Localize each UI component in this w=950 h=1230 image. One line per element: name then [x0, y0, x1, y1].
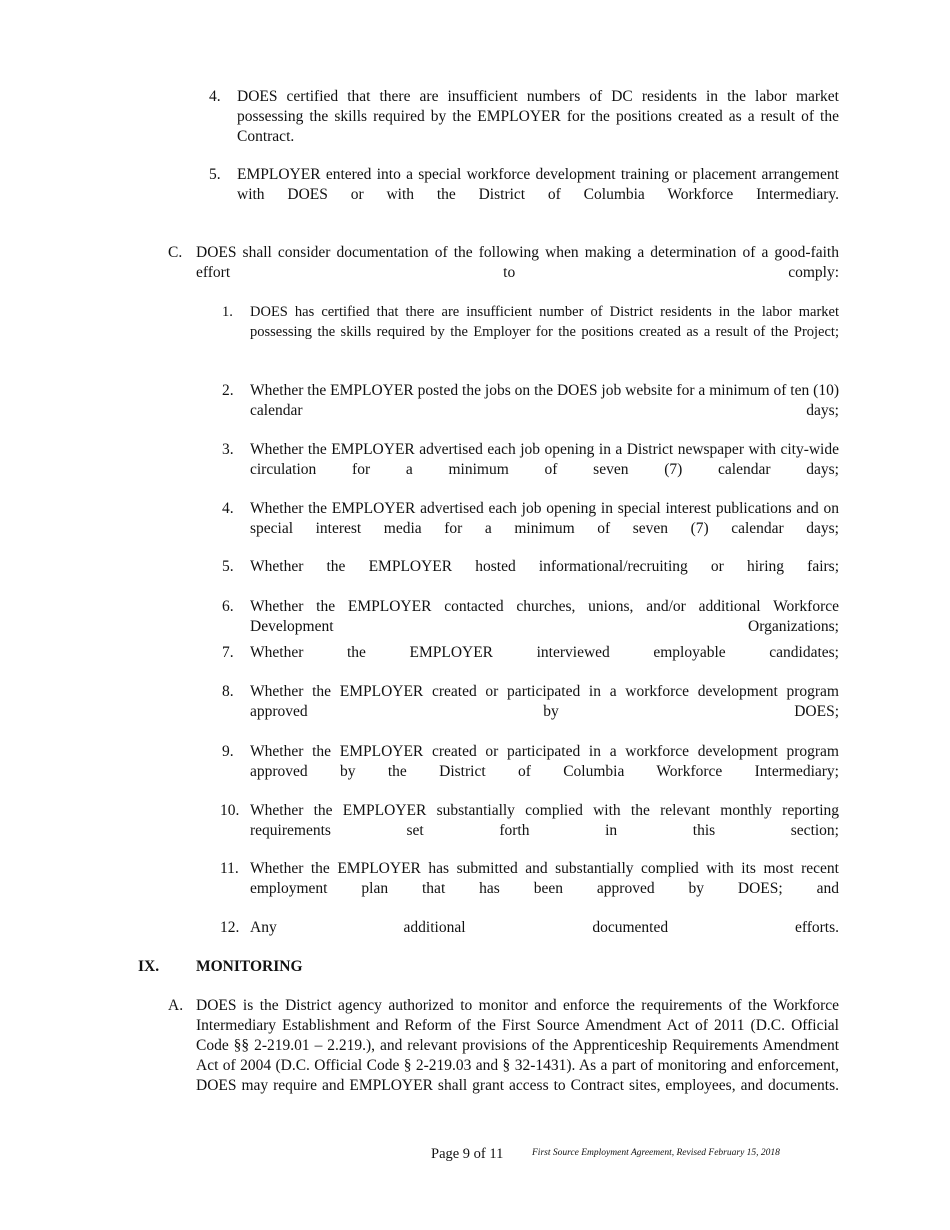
- list-item: [220, 801, 839, 861]
- list-item: [222, 499, 839, 559]
- list-number: 3.: [222, 441, 234, 458]
- page-number: Page 9 of 11: [431, 1146, 504, 1162]
- list-number: 4.: [209, 88, 221, 105]
- list-item: [209, 87, 839, 167]
- list-item-text: EMPLOYER entered into a special workforce development training or placement arrangement with DOES or with the District of Columbia Workforce Intermediary.: [237, 166, 839, 203]
- list-number: 8.: [222, 683, 234, 700]
- section-letter: C.: [168, 244, 183, 261]
- list-number: 9.: [222, 743, 234, 760]
- list-number: 4.: [222, 500, 234, 517]
- paragraph-text: DOES is the District agency authorized to monitor and enforce the requirements of the Workforce Intermediary Establishment and Reform of the First Source Amendment Act of 2011 (D.C. Official Code §§ 2-219.01 – 2.219.), and relevant provisions of the Apprenticeship Requirements Amendment Act of 2004 (D.C. Official Code § 2-219.03 and § 32-1431). As a part of monitoring and enforcement, DOES may require and EMPLOYER shall grant access to Contract sites, employees, and documents.: [196, 997, 839, 1094]
- list-number: 7.: [222, 644, 234, 661]
- list-item-text: Any additional documented efforts.: [250, 919, 839, 936]
- list-item: [222, 381, 839, 441]
- list-item-text: Whether the EMPLOYER contacted churches, unions, and/or additional Workforce Development Organizations;: [250, 598, 839, 635]
- list-item: [222, 302, 839, 362]
- list-item: [222, 557, 839, 597]
- footer-note: First Source Employment Agreement, Revised February 15, 2018: [532, 1148, 780, 1158]
- list-item-text: DOES certified that there are insufficient numbers of DC residents in the labor market possessing the skills required by the EMPLOYER for the positions created as a result of the Contract.: [237, 88, 839, 145]
- section-number: IX.: [138, 958, 160, 975]
- section-c-text: DOES shall consider documentation of the following when making a determination of a good-faith effort to comply:: [196, 244, 839, 281]
- list-item: [222, 682, 839, 742]
- list-number: 5.: [209, 166, 221, 183]
- list-item: [222, 643, 839, 683]
- list-number: 2.: [222, 382, 234, 399]
- list-item-text: Whether the EMPLOYER hosted informational/recruiting or hiring fairs;: [250, 558, 839, 575]
- list-item: [209, 165, 839, 225]
- list-item-text: Whether the EMPLOYER interviewed employable candidates;: [250, 644, 839, 661]
- list-item-text: Whether the EMPLOYER advertised each job opening in a District newspaper with city-wide circulation for a minimum of seven (7) calendar days;: [250, 441, 839, 478]
- list-item: [220, 918, 839, 958]
- list-number: 10.: [220, 802, 240, 819]
- section-c-paragraph: [168, 243, 839, 303]
- list-number: 11.: [220, 860, 239, 877]
- list-item-text: Whether the EMPLOYER posted the jobs on the DOES job website for a minimum of ten (10) calendar days;: [250, 382, 839, 419]
- list-item-text: DOES has certified that there are insufficient number of District residents in the labor market possessing the skills required by the Employer for the positions created as a result of the Project;: [250, 304, 839, 340]
- section-title: MONITORING: [196, 958, 303, 975]
- list-number: 6.: [222, 598, 234, 615]
- list-item: [222, 742, 839, 802]
- list-number: 1.: [222, 304, 233, 320]
- list-item: [222, 440, 839, 500]
- section-letter: A.: [168, 997, 184, 1014]
- section-ix-paragraph-a: [168, 996, 839, 1116]
- list-item: [220, 859, 839, 919]
- list-item-text: Whether the EMPLOYER has submitted and substantially complied with its most recent employment plan that has been approved by DOES; and: [250, 860, 839, 897]
- list-item-text: Whether the EMPLOYER created or participated in a workforce development program approved by DOES;: [250, 683, 839, 720]
- list-number: 12.: [220, 919, 240, 936]
- list-item-text: Whether the EMPLOYER created or participated in a workforce development program approved by the District of Columbia Workforce Intermediary;: [250, 743, 839, 780]
- list-item-text: Whether the EMPLOYER advertised each job opening in special interest publications and on special interest media for a minimum of seven (7) calendar days;: [250, 500, 839, 537]
- list-item-text: Whether the EMPLOYER substantially complied with the relevant monthly reporting requirements set forth in this section;: [250, 802, 839, 839]
- list-number: 5.: [222, 558, 234, 575]
